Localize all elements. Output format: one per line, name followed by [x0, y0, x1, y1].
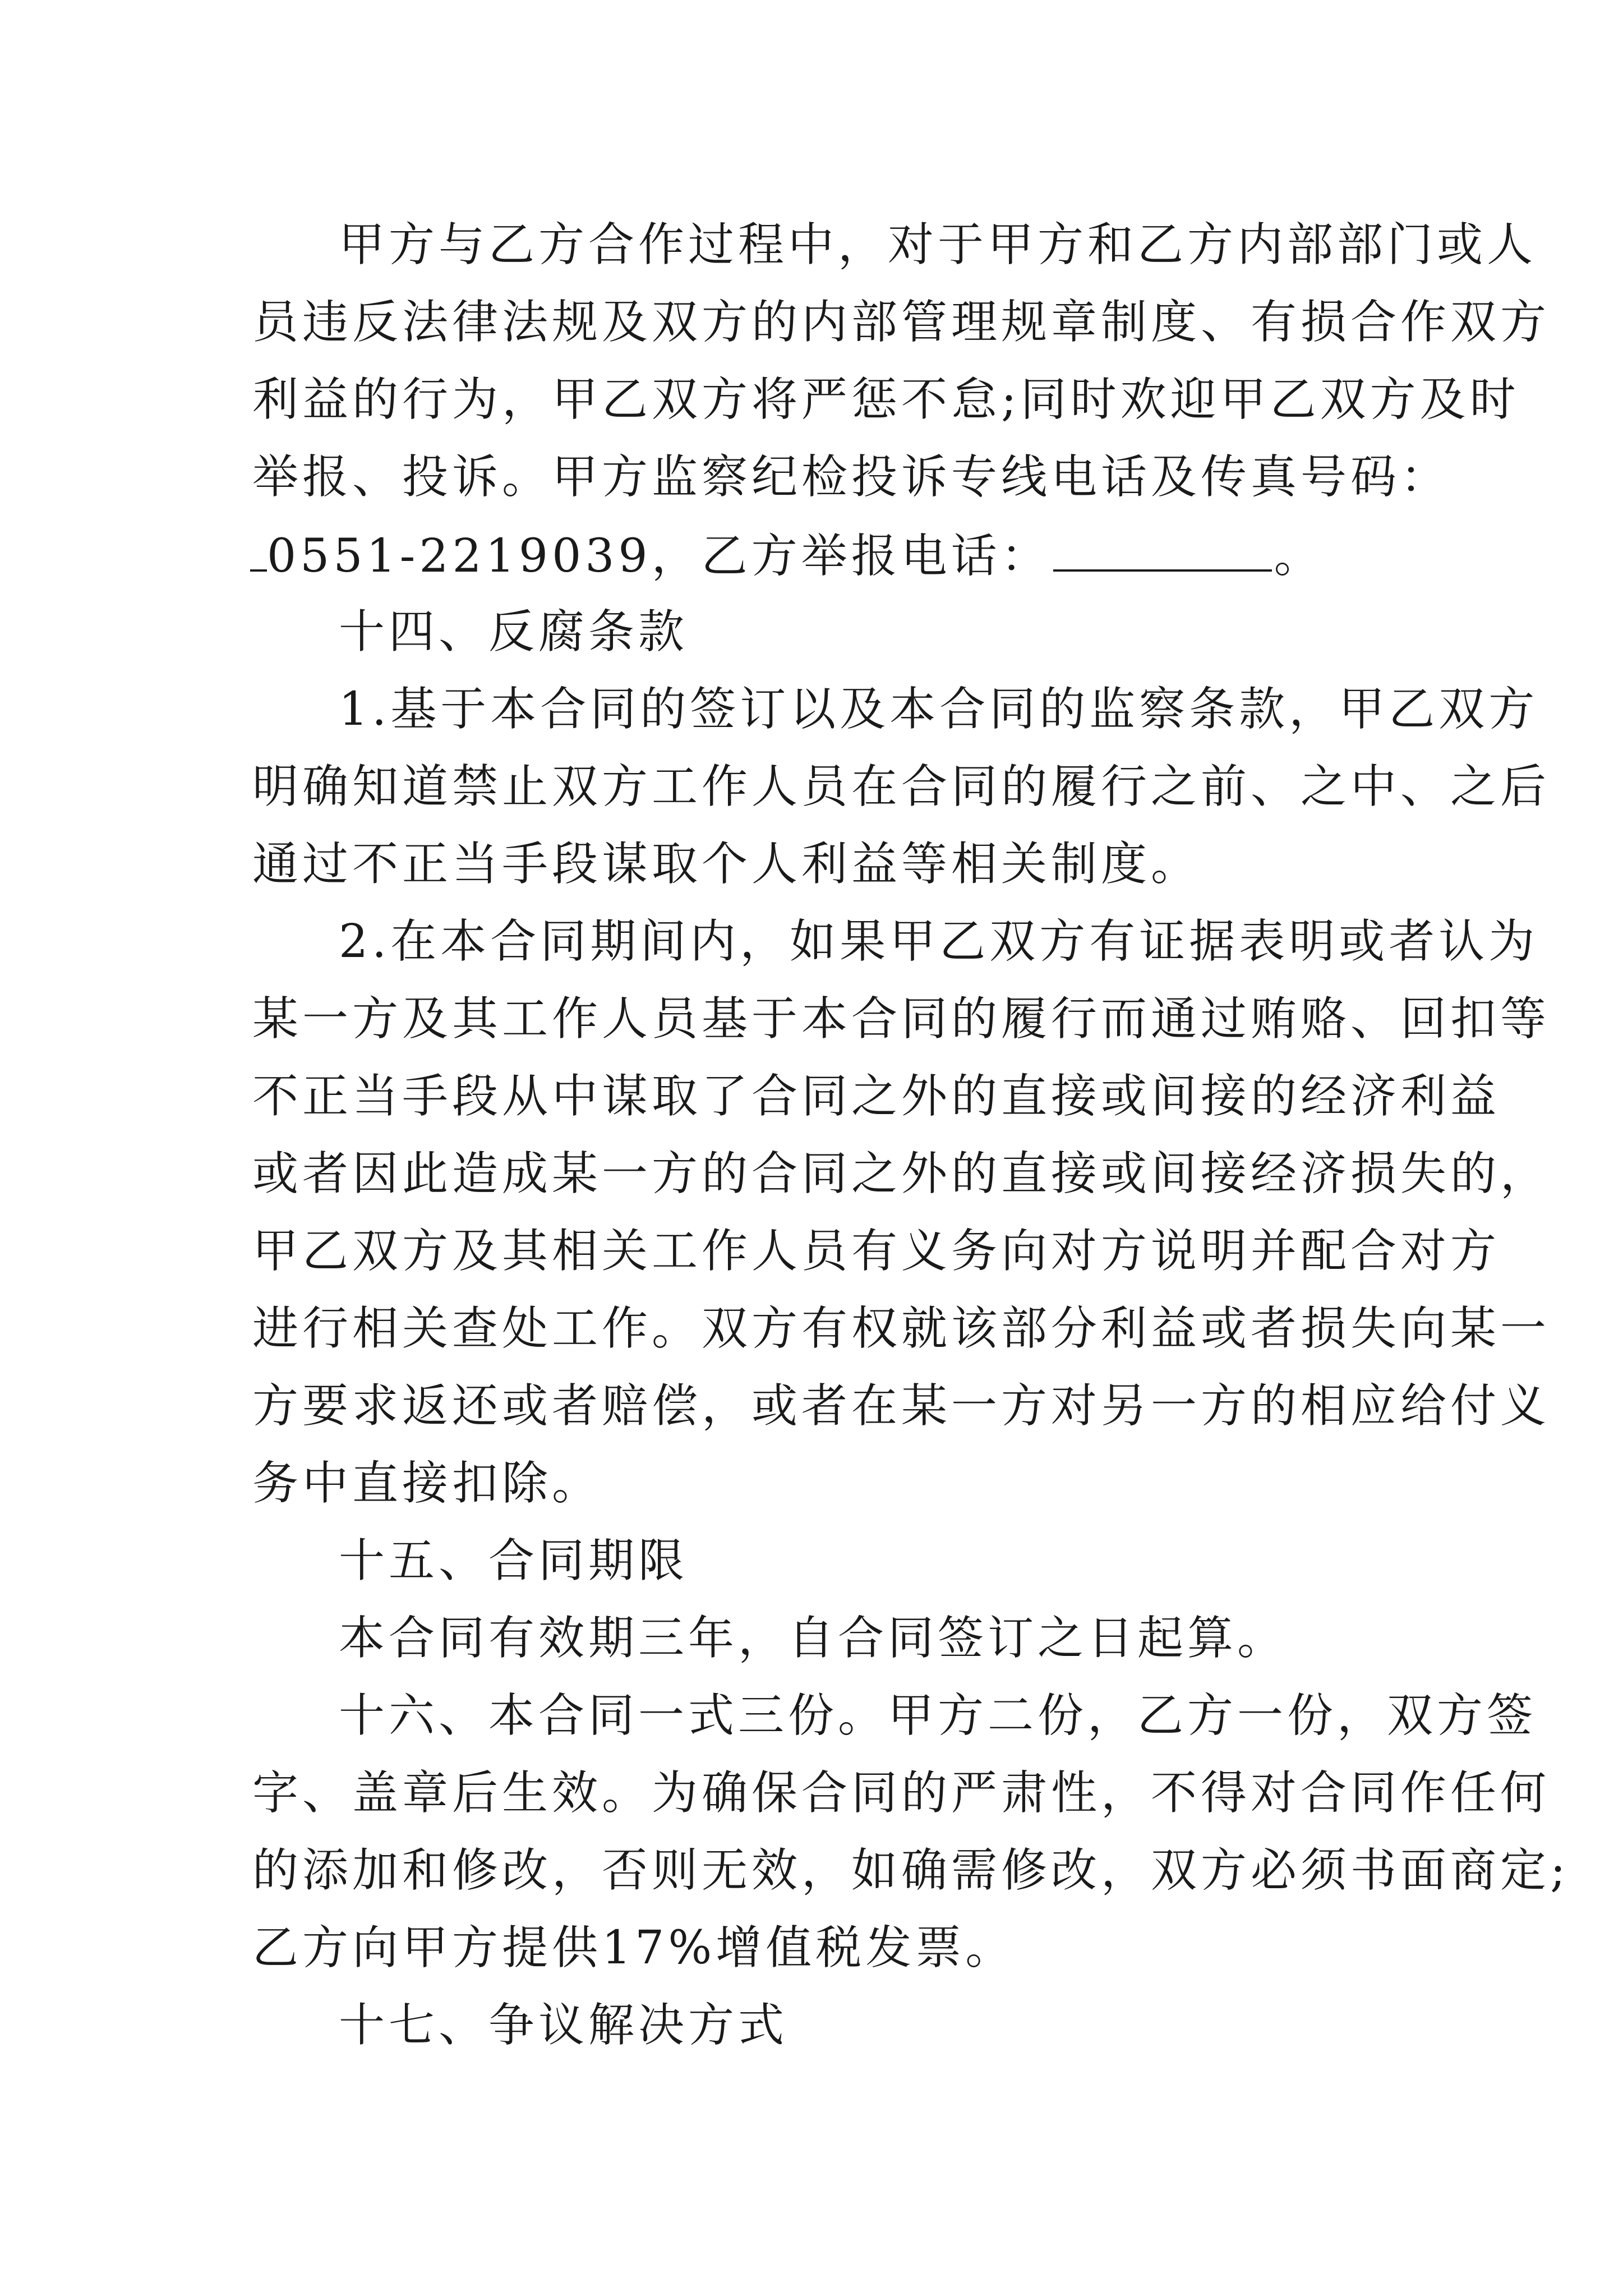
- paragraph-line: 务中直接扣除。: [252, 1457, 602, 1510]
- paragraph-line: 字、盖章后生效。为确保合同的严肃性，不得对合同作任何: [252, 1766, 1551, 1820]
- section-heading: 十四、反腐条款: [339, 605, 689, 659]
- section-heading: 十五、合同期限: [339, 1534, 689, 1588]
- report-phone-line: [250, 516, 1324, 594]
- section-heading: 十七、争议解决方式: [339, 1999, 789, 2052]
- paragraph-line: 乙方向甲方提供17%增值税发票。: [252, 1921, 1016, 1975]
- paragraph-line: 不正当手段从中谋取了合同之外的直接或间接的经济利益: [252, 1070, 1501, 1123]
- paragraph-line: 明确知道禁止双方工作人员在合同的履行之前、之中、之后: [252, 760, 1551, 813]
- report-phone-label: ，乙方举报电话：: [651, 530, 1051, 583]
- paragraph-line: 十六、本合同一式三份。甲方二份，乙方一份，双方签: [339, 1689, 1537, 1742]
- paragraph-line: 某一方及其工作人员基于本合同的履行而通过贿赂、回扣等: [252, 992, 1551, 1046]
- paragraph-line: 甲方与乙方合作过程中，对于甲方和乙方内部部门或人: [339, 218, 1537, 272]
- paragraph-line: 甲乙双方及其相关工作人员有义务向对方说明并配合对方: [252, 1225, 1501, 1278]
- paragraph-line: 方要求返还或者赔偿，或者在某一方对另一方的相应给付义: [252, 1379, 1551, 1433]
- paragraph-line: 举报、投诉。甲方监察纪检投诉专线电话及传真号码：: [252, 450, 1451, 504]
- paragraph-line: 通过不正当手段谋取个人利益等相关制度。: [252, 838, 1201, 891]
- paragraph-line: 进行相关查处工作。双方有权就该部分利益或者损失向某一: [252, 1302, 1551, 1355]
- sentence-end: 。: [1274, 530, 1324, 583]
- paragraph-line: 1.基于本合同的签订以及本合同的监察条款，甲乙双方: [339, 683, 1539, 736]
- paragraph-line: 或者因此造成某一方的合同之外的直接或间接经济损失的，: [252, 1147, 1551, 1200]
- report-phone-blank: [1053, 516, 1272, 572]
- paragraph-line: 2.在本合同期间内，如果甲乙双方有证据表明或者认为: [339, 915, 1539, 968]
- paragraph-line: 利益的行为，甲乙双方将严惩不怠;同时欢迎甲乙双方及时: [252, 373, 1520, 426]
- paragraph-line: 的添加和修改，否则无效，如确需修改，双方必须书面商定;: [252, 1844, 1570, 1897]
- underline-blank: [250, 516, 267, 572]
- paragraph-line: 员违反法律法规及双方的内部管理规章制度、有损合作双方: [252, 296, 1551, 349]
- fax-number: 0551-2219039: [267, 530, 652, 583]
- paragraph-line: 本合同有效期三年，自合同签订之日起算。: [339, 1612, 1288, 1665]
